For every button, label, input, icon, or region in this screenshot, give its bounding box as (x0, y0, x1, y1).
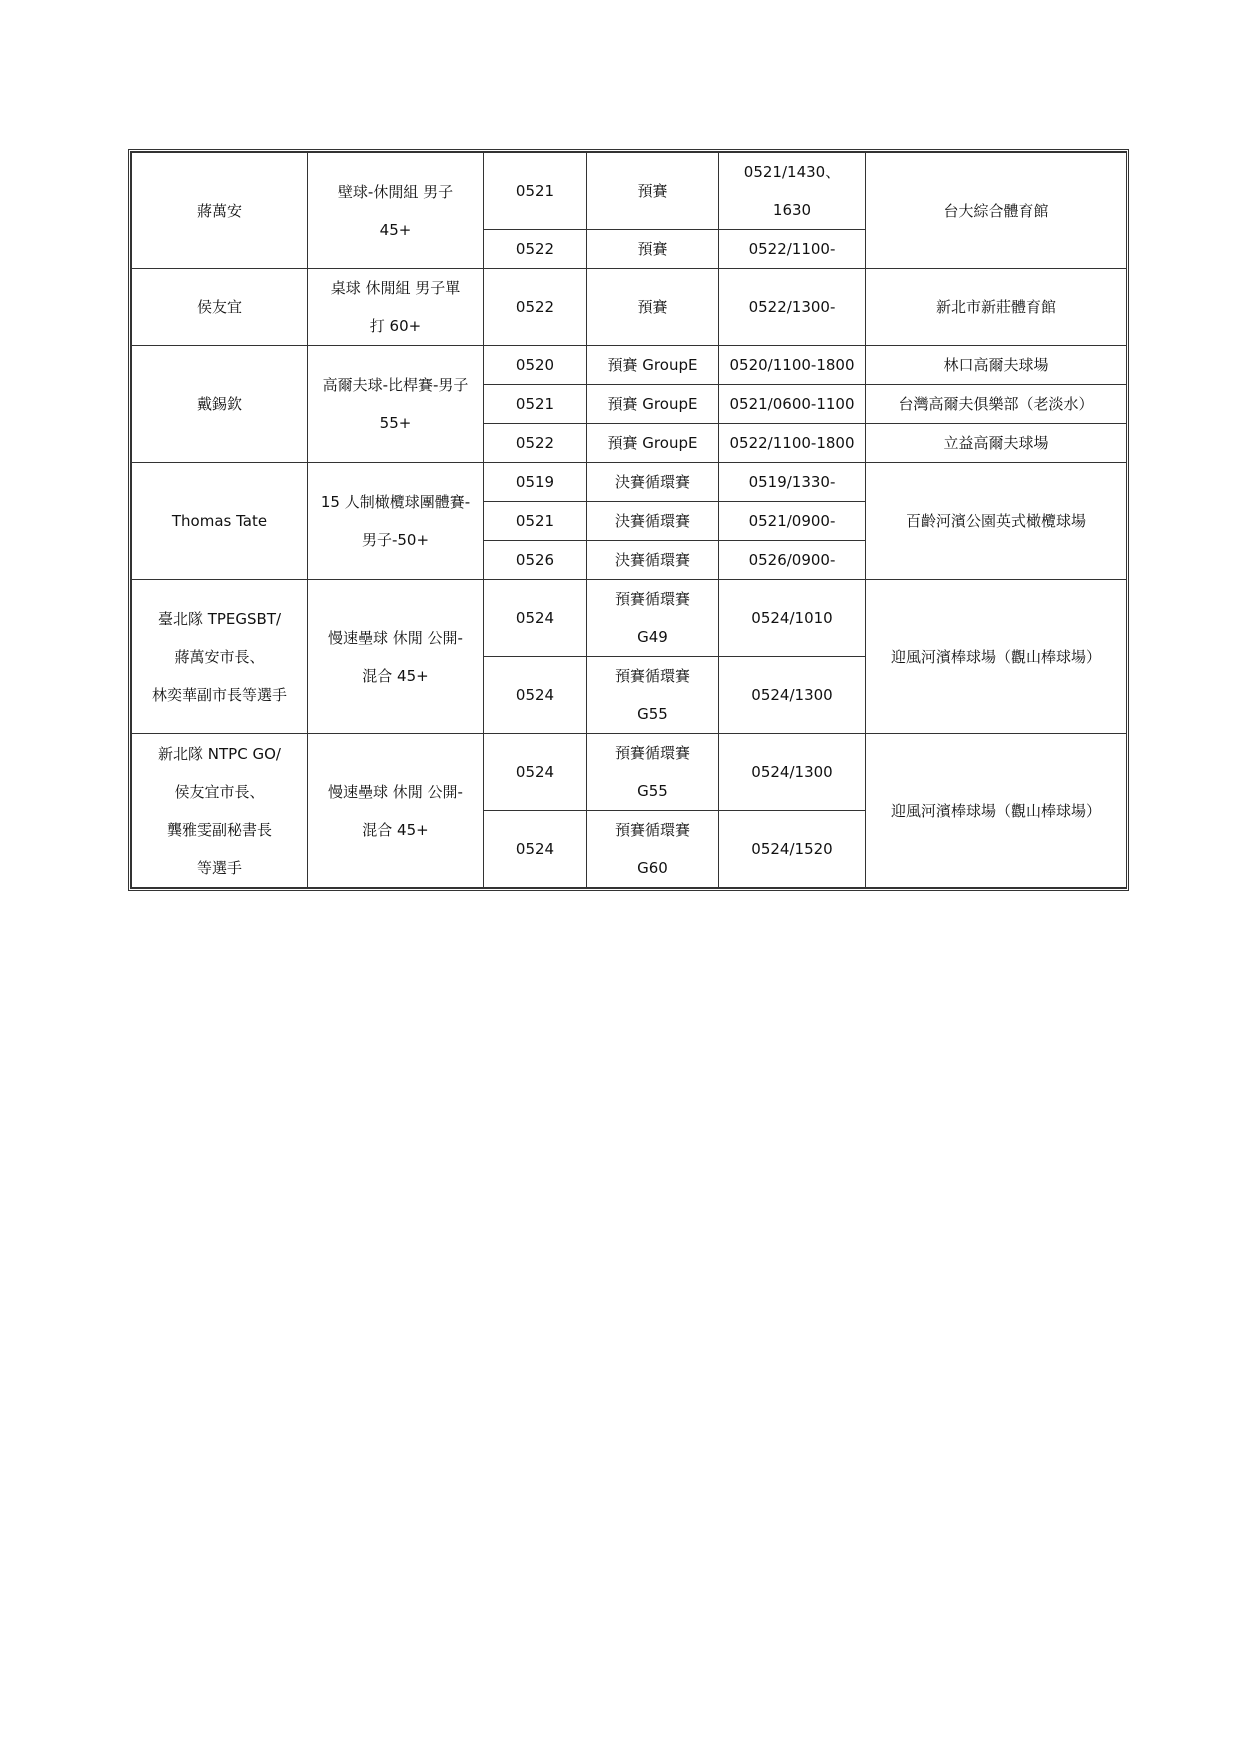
venue-cell: 台灣高爾夫俱樂部（老淡水） (866, 385, 1127, 424)
table-row (132, 153, 1127, 230)
table-row (132, 734, 1127, 811)
table-row (132, 580, 1127, 657)
time-cell: 0524/1300 (719, 734, 866, 811)
participant-cell: 蔣萬安 (132, 153, 308, 269)
date-cell: 0519 (484, 463, 587, 502)
event-cell: 壁球-休閒組 男子 45+ (308, 153, 484, 269)
time-cell: 0520/1100-1800 (719, 346, 866, 385)
date-cell: 0522 (484, 269, 587, 346)
stage-cell: 決賽循環賽 (587, 463, 719, 502)
date-cell: 0520 (484, 346, 587, 385)
date-cell: 0526 (484, 541, 587, 580)
stage-cell: 預賽 GroupE (587, 424, 719, 463)
stage-cell: 預賽 GroupE (587, 385, 719, 424)
stage-cell: 預賽循環賽 G55 (587, 734, 719, 811)
table-row (132, 269, 1127, 346)
date-cell: 0524 (484, 657, 587, 734)
participant-cell: 戴錫欽 (132, 346, 308, 463)
time-cell: 0522/1100- (719, 230, 866, 269)
date-cell: 0522 (484, 424, 587, 463)
stage-cell: 預賽 GroupE (587, 346, 719, 385)
participant-cell: 臺北隊 TPEGSBT/ 蔣萬安市長、 林奕華副市長等選手 (132, 580, 308, 734)
time-cell: 0524/1520 (719, 811, 866, 888)
stage-cell: 預賽循環賽 G60 (587, 811, 719, 888)
time-cell: 0521/0900- (719, 502, 866, 541)
time-cell: 0526/0900- (719, 541, 866, 580)
time-cell: 0524/1010 (719, 580, 866, 657)
stage-cell: 預賽 (587, 269, 719, 346)
stage-cell: 決賽循環賽 (587, 502, 719, 541)
participant-cell: Thomas Tate (132, 463, 308, 580)
date-cell: 0524 (484, 580, 587, 657)
venue-cell: 立益高爾夫球場 (866, 424, 1127, 463)
event-cell: 慢速壘球 休閒 公開- 混合 45+ (308, 580, 484, 734)
date-cell: 0524 (484, 811, 587, 888)
venue-cell: 迎風河濱棒球場（觀山棒球場） (866, 734, 1127, 888)
date-cell: 0522 (484, 230, 587, 269)
event-cell: 桌球 休閒組 男子單 打 60+ (308, 269, 484, 346)
table-row (132, 346, 1127, 385)
venue-cell: 林口高爾夫球場 (866, 346, 1127, 385)
participant-cell: 新北隊 NTPC GO/ 侯友宜市長、 龔雅雯副秘書長 等選手 (132, 734, 308, 888)
venue-cell: 台大綜合體育館 (866, 153, 1127, 269)
stage-cell: 預賽 (587, 230, 719, 269)
participant-cell: 侯友宜 (132, 269, 308, 346)
date-cell: 0524 (484, 734, 587, 811)
event-cell: 15 人制橄欖球團體賽- 男子-50+ (308, 463, 484, 580)
venue-cell: 百齡河濱公園英式橄欖球場 (866, 463, 1127, 580)
stage-cell: 預賽循環賽 G49 (587, 580, 719, 657)
time-cell: 0521/0600-1100 (719, 385, 866, 424)
event-cell: 慢速壘球 休閒 公開- 混合 45+ (308, 734, 484, 888)
venue-cell: 新北市新莊體育館 (866, 269, 1127, 346)
time-cell: 0522/1100-1800 (719, 424, 866, 463)
date-cell: 0521 (484, 385, 587, 424)
time-cell: 0522/1300- (719, 269, 866, 346)
table-row (132, 463, 1127, 502)
stage-cell: 預賽 (587, 153, 719, 230)
schedule-table (131, 152, 1127, 888)
time-cell: 0521/1430、 1630 (719, 153, 866, 230)
stage-cell: 預賽循環賽 G55 (587, 657, 719, 734)
date-cell: 0521 (484, 153, 587, 230)
time-cell: 0524/1300 (719, 657, 866, 734)
time-cell: 0519/1330- (719, 463, 866, 502)
schedule-table-frame (128, 149, 1129, 891)
stage-cell: 決賽循環賽 (587, 541, 719, 580)
event-cell: 高爾夫球-比桿賽-男子 55+ (308, 346, 484, 463)
date-cell: 0521 (484, 502, 587, 541)
venue-cell: 迎風河濱棒球場（觀山棒球場） (866, 580, 1127, 734)
